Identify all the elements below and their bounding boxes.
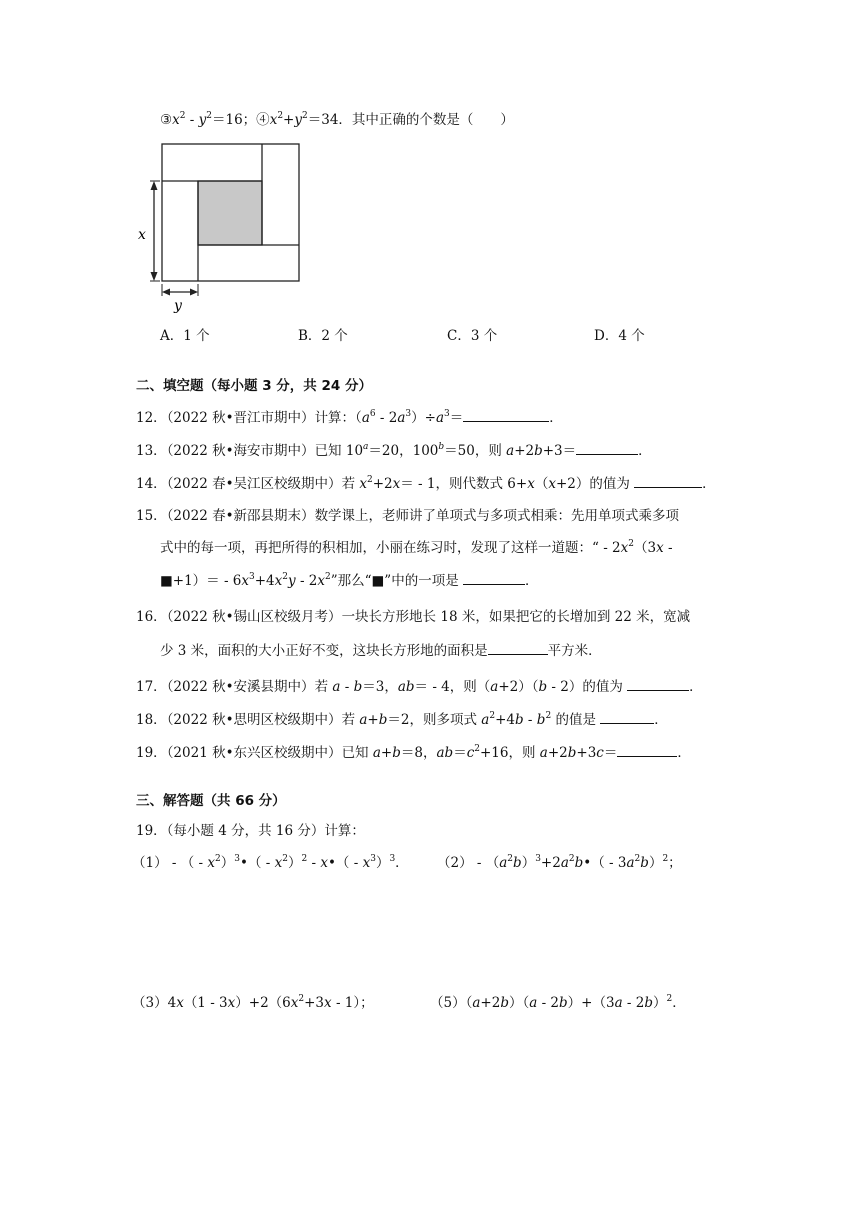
question-source: （2022 秋•安溪县期中） <box>166 679 315 695</box>
question-15-line2: 式中的每一项，再把所得的积相加，小丽在练习时，发现了这样一道题：“ - $2x^2(3x$ - <box>160 539 673 556</box>
answer-blank[interactable] <box>627 676 689 691</box>
q19-part-3: $(3)4x(1 - 3x)+2(6x^2+3x - 1)$； <box>132 994 374 1011</box>
question-source: （2022 秋•晋江市期中） <box>166 410 315 426</box>
q19-calc-head: 19．（每小题 4 分，共 16 分）计算： <box>136 823 365 839</box>
q19-part-2: $(2) - (a^2b)^3+2a^2b•( - 3a^2b)^2$； <box>437 854 682 871</box>
q19-part-5: （5）（a+2b）（a - 2b）+（3a - 2b）$^2$． <box>430 994 686 1011</box>
answer-blank[interactable] <box>600 709 654 724</box>
question-number: 13． <box>136 443 167 459</box>
question-18: 18．（2022 秋•思明区校级期中）若 a+b＝2，则多项式 $a^2+4b - b^2$ 的值是 ． <box>136 711 668 728</box>
question-17: 17．（2022 秋•安溪县期中）若 a - b＝3，ab＝ - 4，则（a+2）（b - 2）的值为 ． <box>136 676 703 697</box>
question-12: 12．（2022 秋•晋江市期中）计算：$(a^6 - 2a^3)\div a^3=$ ． <box>136 409 563 426</box>
question-source: （2022 秋•思明区校级期中） <box>166 712 342 728</box>
question-15: 15．（2022 春•新邵县期末）数学课上，老师讲了单项式与多项式相乘：先用单项式乘多项 <box>136 508 680 524</box>
answer-blank[interactable] <box>634 473 702 488</box>
answer-blank[interactable] <box>463 570 525 585</box>
question-number: 15． <box>136 508 167 524</box>
question-source: （2021 秋•东兴区校级期中） <box>166 745 342 761</box>
question-number: 12． <box>136 410 167 426</box>
question-source: （2022 春•新邵县期末） <box>166 508 315 524</box>
question-number: 19． <box>136 745 167 761</box>
option-b: B．2 个 <box>298 328 348 344</box>
answer-blank[interactable] <box>576 440 638 455</box>
section-title-solve: 三、解答题（共 66 分） <box>136 793 286 809</box>
question-source: （2022 秋•海安市期中） <box>166 443 315 459</box>
answer-blank[interactable] <box>617 742 677 757</box>
figure-label-y: y <box>174 298 182 314</box>
question-source: （2022 春•吴江区校级期中） <box>166 476 342 492</box>
answer-blank[interactable] <box>463 407 549 422</box>
section-title-fill-blank: 二、填空题（每小题 3 分，共 24 分） <box>136 378 372 394</box>
q19-part-1: （1） - （ - $x^2)^3•( - x^2)^2$ - x•（ - $x^3)^3$． <box>132 854 409 871</box>
question-15-line3: ■+1）＝ - $6x^3+4x^2y - 2x^2$”那么“■”中的一项是 ． <box>160 572 539 589</box>
option-d: D．4 个 <box>594 328 645 344</box>
question-number: 17． <box>136 679 167 695</box>
question-number: 16． <box>136 609 167 625</box>
question-16-line2: 少 3 米，面积的大小正好不变，这块长方形地的面积是 平方米． <box>160 640 602 661</box>
option-c: C．3 个 <box>447 328 498 344</box>
figure-label-x: x <box>138 227 146 243</box>
question-19: 19．（2021 秋•东兴区校级期中）已知 a+b＝8，$ab=c^2+16$，则 a+2b+3c＝ ． <box>136 744 691 761</box>
option-a: A．1 个 <box>160 328 210 344</box>
question-number: 14． <box>136 476 167 492</box>
answer-blank[interactable] <box>488 640 548 655</box>
question-14: 14．（2022 春•吴江区校级期中）若 $x^2+2x= - 1$，则代数式 6+x（x+2）的值为 ． <box>136 475 716 492</box>
square-figure <box>138 138 308 316</box>
question-13: 13．（2022 秋•海安市期中）已知 $10^a=20$，$100^b=50$，则 a+2b+3＝ ． <box>136 442 652 459</box>
question-16: 16．（2022 秋•锡山区校级月考）一块长方形地长 18 米，如果把它的长增加到 22 米，宽减 <box>136 609 691 625</box>
question-source: （2022 秋•锡山区校级月考） <box>166 609 342 625</box>
q11-tail-line: $③x^2 - y^2=16$；$④x^2+y^2=34$．其中正确的个数是（ ） <box>160 111 514 128</box>
question-number: 18． <box>136 712 167 728</box>
